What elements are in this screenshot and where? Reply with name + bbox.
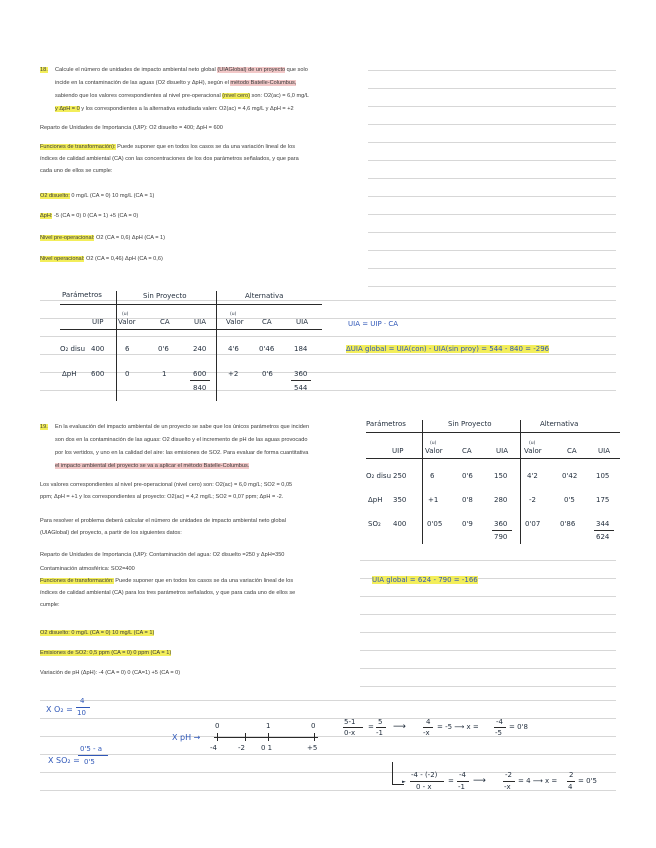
q19-line-1: En la evaluación del impacto ambiental de un proyecto se sabe que los únicos parámetros que inciden — [55, 424, 310, 430]
q19-resolver-2: (UIAGlobal) del proyecto, a partir de los siguientes datos: — [40, 530, 182, 536]
xso2-num: 0'5 - a — [80, 745, 103, 753]
t1-row-2-uip: 600 — [91, 370, 105, 378]
t1-h-uia-1: UIA — [194, 318, 206, 326]
xo2-lhs: X O₂ = — [46, 705, 73, 714]
eq2-den4: 4 — [568, 783, 573, 791]
nl-top-2: 1 — [266, 722, 271, 730]
q19-line-4: el impacto ambiental del proyecto se va a aplicar el método Batelle-Columbus. — [55, 463, 250, 469]
xso2-den: 0'5 — [84, 758, 95, 766]
t1-row-1-v2: 4'6 — [228, 345, 239, 353]
t1-row-2-uia2: 360 — [294, 370, 308, 378]
t2-h-uia-1: UIA — [496, 447, 508, 455]
eq1-num4: -4 — [496, 718, 503, 726]
eq1-eq: = — [368, 723, 374, 731]
t1-row-2-v1: 0 — [125, 370, 130, 378]
t1-h-uip: UIP — [92, 318, 104, 326]
nl-bottom-2: -2 — [238, 744, 245, 752]
t1-header-alt: Alternativa — [245, 292, 284, 300]
eq2-num4: 2 — [569, 771, 574, 779]
t2-header-sin: Sin Proyecto — [448, 420, 492, 428]
t2-row-3-ca2: 0'86 — [560, 520, 576, 528]
eq2-num3: -2 — [505, 771, 512, 779]
t1-row-2-ca1: 1 — [162, 370, 167, 378]
eq2-mid: = 4 ⟶ x = — [518, 777, 558, 785]
t1-sum-1: 840 — [193, 384, 207, 392]
t2-row-3-uia1: 360 — [494, 520, 508, 528]
eq2-connector-arrowhead: ► — [402, 779, 406, 785]
q18-reparto: Reparto de Unidades de Importancia (UIP): O2 disuelto = 400; ΔpH = 600 — [40, 125, 223, 131]
t2-row-3-uia2: 344 — [596, 520, 610, 528]
eq1-num2: 5 — [378, 718, 383, 726]
nl-bottom-4: +5 — [307, 744, 318, 752]
t1-h-valor-2: Valor — [226, 318, 244, 326]
eq2-den3: -x — [504, 783, 511, 791]
q18-ph: ΔpH: -5 (CA = 0) 0 (CA = 1) +5 (CA = 0) — [40, 213, 139, 219]
t2-sum-2: 624 — [596, 533, 610, 541]
t1-row-1-uia2: 184 — [294, 345, 308, 353]
q19-resolver-1: Para resolver el problema deberá calcular el número de unidades de impacto ambiental neto global — [40, 518, 286, 524]
t1-header-sin: Sin Proyecto — [143, 292, 187, 300]
t2-h-valor-2: Valor — [524, 447, 542, 455]
q18-pre: Nivel pre-operacional: O2 (CA = 0,6) ΔpH (CA = 1) — [40, 235, 165, 241]
q19-levels-1: Los valores correspondientes al nivel pre-operacional (nivel cero) son: O2(ac) = 6,0 mg/L; SO2 = 0,05 — [40, 482, 293, 488]
t1-row-2-uia1: 600 — [193, 370, 207, 378]
t2-row-2-ca1: 0'8 — [462, 496, 473, 504]
q18-func-3: cada uno de ellos se cumple: — [40, 168, 113, 174]
t1-row-1-uia1: 240 — [193, 345, 207, 353]
t2-h-unit-2: (u) — [529, 441, 536, 446]
t1-header-param: Parámetros — [62, 291, 102, 299]
q19-atm: Contaminación atmosférica: SO2=400 — [40, 566, 135, 572]
t1-sum-2: 544 — [294, 384, 308, 392]
q18-number: 18. — [40, 67, 48, 73]
q19-line-2: son dos en la contaminación de las aguas: O2 disuelto y el incremento de pH de las aguas provocado — [55, 437, 308, 443]
t2-row-1-v1: 6 — [430, 472, 435, 480]
t2-row-1-v2: 4'2 — [527, 472, 538, 480]
t1-h-uia-2: UIA — [296, 318, 308, 326]
eq1-den4: -5 — [495, 729, 502, 737]
t2-row-1-param: O₂ disu — [366, 472, 392, 480]
q18-func-2: índices de calidad ambiental (CA) con las concentraciones de los dos parámetros señalados, y que para — [40, 156, 299, 162]
t2-sum-1: 790 — [494, 533, 508, 541]
t2-header-alt: Alternativa — [540, 420, 579, 428]
q19-number: 19. — [40, 424, 48, 430]
t2-h-valor-1: Valor — [425, 447, 443, 455]
t1-row-1-ca1: 0'6 — [158, 345, 169, 353]
q19-func-2: índices de calidad ambiental (CA) para los tres parámetros señalados, y que para cada uno de ellos se — [40, 590, 296, 596]
nl-top-1: 0 — [215, 722, 220, 730]
q18-line-2: incide en la contaminación de las aguas (O2 disuelto y ΔpH), según el método Batelle-Columbus, — [55, 80, 297, 86]
eq1-den3: -x — [423, 729, 430, 737]
xso2-lhs: X SO₂ = — [48, 756, 80, 765]
eq2-den1: 0 - x — [416, 783, 432, 791]
t1-row-1-ca2: 0'46 — [259, 345, 275, 353]
t2-h-ca-1: CA — [462, 447, 472, 455]
t1-row-2-v2: +2 — [228, 370, 239, 378]
t2-row-2-ca2: 0'5 — [564, 496, 575, 504]
t2-row-2-uia1: 280 — [494, 496, 508, 504]
t1-h-unit-1: (u) — [122, 312, 129, 317]
eq1-arrow: ⟶ — [393, 722, 406, 732]
eq1-num1: 5-1 — [344, 718, 356, 726]
eq1-den1: 0-x — [344, 729, 356, 737]
t2-row-2-v2: -2 — [529, 496, 536, 504]
t2-row-1-uip: 250 — [393, 472, 407, 480]
t1-row-1-uip: 400 — [91, 345, 105, 353]
q19-reparto: Reparto de Unidades de Importancia (UIP): Contaminación del agua: O2 disuelto =250 y ΔpH=350 — [40, 552, 285, 558]
q19-levels-2: ppm; ΔpH = +1 y los correspondientes al proyecto: O2(ac) = 4,2 mg/L; SO2 = 0,07 ppm; ΔpH = -2. — [40, 494, 284, 500]
t1-note-1: UIA = UIP · CA — [348, 320, 399, 328]
q18-line-4: y ΔpH = 0 y los correspondientes a la alternativa estudiada valen: O2(ac) = 4,6 mg/L y ΔpH = +2 — [55, 106, 294, 112]
q18-o2: O2 disuelto: 0 mg/L (CA = 0) 10 mg/L (CA = 1) — [40, 193, 155, 199]
t2-h-unit-1: (u) — [430, 441, 437, 446]
t1-h-ca-2: CA — [262, 318, 272, 326]
t2-row-1-ca1: 0'6 — [462, 472, 473, 480]
eq1-num3: 4 — [426, 718, 431, 726]
nl-top-3: 0 — [311, 722, 316, 730]
t1-row-1-param: O₂ disu — [60, 345, 86, 353]
t1-h-ca-1: CA — [160, 318, 170, 326]
q18-func-1: Funciones de transformación): Puede suponer que en todos los casos se da una variación lineal de los — [40, 144, 295, 150]
t2-header-param: Parámetros — [366, 420, 406, 428]
t2-row-2-uip: 350 — [393, 496, 407, 504]
eq2-num1: -4 - (-2) — [411, 771, 438, 779]
q19-so2: Emisiones de SO2: 0,5 ppm (CA = 0) 0 ppm (CA = 1) — [40, 650, 172, 656]
t2-row-1-ca2: 0'42 — [562, 472, 578, 480]
t2-row-1-uia1: 150 — [494, 472, 508, 480]
t2-h-uia-2: UIA — [598, 447, 610, 455]
eq2-den2: -1 — [458, 783, 465, 791]
q19-ph: Variación de pH (ΔpH): -4 (CA = 0) 0 (CA=1) +5 (CA = 0) — [40, 670, 181, 676]
t2-row-3-v1: 0'05 — [427, 520, 443, 528]
t1-row-2-param: ΔpH — [62, 370, 77, 378]
eq1-result: = 0'8 — [509, 723, 528, 731]
eq1-den2: -1 — [376, 729, 383, 737]
t2-row-3-uip: 400 — [393, 520, 407, 528]
eq2-result: = 0'5 — [578, 777, 597, 785]
t2-row-2-uia2: 175 — [596, 496, 610, 504]
t1-note-2: ΔUIA global = UIA(con) - UIA(sin proy) = 544 - 840 = -296 — [346, 345, 550, 353]
t2-row-2-v1: +1 — [428, 496, 439, 504]
t2-h-ca-2: CA — [567, 447, 577, 455]
q19-line-3: por los vertidos, y uno en la calidad del aire: las emisiones de SO2. Para evaluar de forma cuantitativa — [55, 450, 309, 456]
q18-line-3: sabiendo que los valores correspondientes al nivel pre-operacional (nivel cero) son: O2(ac) = 6,0 mg/L — [55, 93, 309, 99]
t1-row-1-v1: 6 — [125, 345, 130, 353]
t2-row-3-v2: 0'07 — [525, 520, 541, 528]
xo2-den: 10 — [77, 709, 86, 717]
eq2-arrow-1: ⟶ — [473, 776, 486, 786]
q19-func-1: Funciones de transformación: Puede suponer que en todos los casos se da una variación lineal de los — [40, 578, 294, 584]
t2-row-1-uia2: 105 — [596, 472, 610, 480]
t2-row-2-param: ΔpH — [368, 496, 383, 504]
q18-op: Nivel operacional: O2 (CA = 0,46) ΔpH (CA = 0,6) — [40, 256, 163, 262]
q19-o2: O2 disuelto: 0 mg/L (CA = 0) 10 mg/L (CA = 1) — [40, 630, 155, 636]
eq1-rest: = -5 ⟶ x = — [437, 723, 479, 731]
t2-h-uip: UIP — [392, 447, 404, 455]
t1-h-unit-2: (u) — [230, 312, 237, 317]
t1-row-2-ca2: 0'6 — [262, 370, 273, 378]
nl-bottom-3: 0 1 — [261, 744, 273, 752]
t2-note: UIA global = 624 - 790 = -166 — [372, 576, 478, 584]
eq2-eq1: = — [448, 777, 454, 785]
t1-h-valor-1: Valor — [118, 318, 136, 326]
t2-row-3-param: SO₂ — [368, 520, 381, 528]
xo2-num: 4 — [80, 697, 85, 705]
q19-func-3: cumple: — [40, 602, 60, 608]
t2-row-3-ca1: 0'9 — [462, 520, 473, 528]
eq2-num2: -4 — [459, 771, 466, 779]
xph-lhs: X pH → — [172, 733, 201, 742]
nl-bottom-1: -4 — [210, 744, 217, 752]
q18-line-1: Calcule el número de unidades de impacto ambiental neto global (UIAGlobal) de un proyecto que solo — [55, 67, 308, 73]
